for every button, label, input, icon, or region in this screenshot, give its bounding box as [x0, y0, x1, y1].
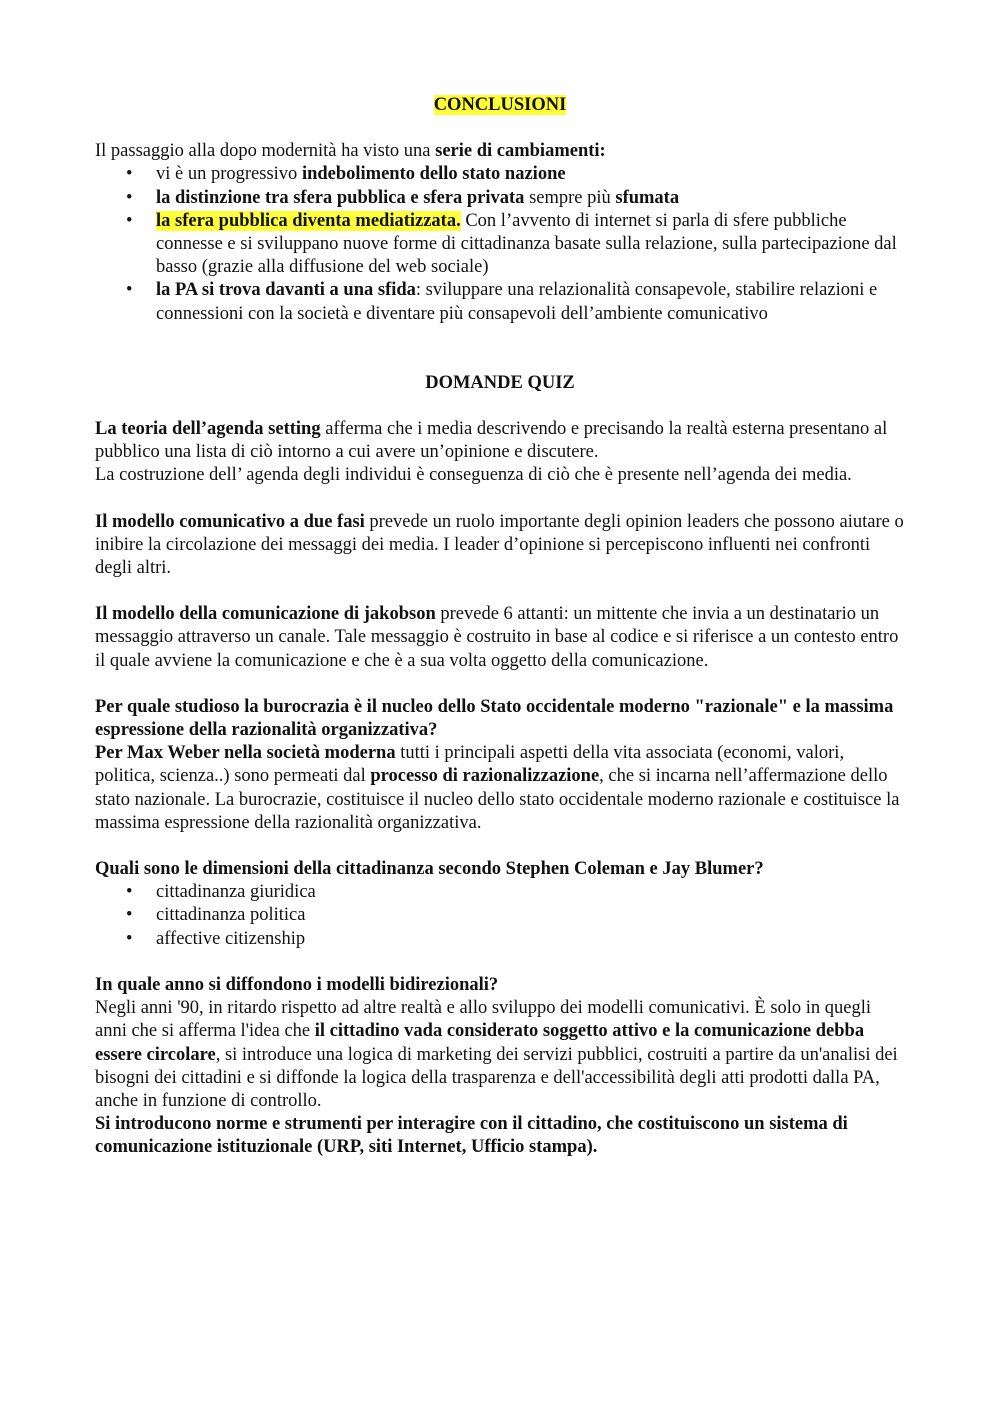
list-item — [95, 163, 905, 186]
bidirezionali-conclusion — [95, 1113, 905, 1159]
due-fasi-text: prevede un ruolo importante degli opinion leaders che possono aiutare o inibire la circolazione dei messaggi dei media. I leader d’opinione si percepiscono influenti nei confronti degli altri. — [95, 511, 904, 579]
weber-answer-text-2: , che si incarna nell’affermazione dello stato nazionale. La burocrazie, costituisce il nucleo dello stato occidentale moderno razionale e costituisce la massima espressione della razionalità organizzativa. — [95, 766, 900, 833]
bullet-text: Con l’avvento di internet si parla di sfere pubbliche connesse e si sviluppano nuove forme di cittadinanza basate sulla relazione, sulla partecipazione dal basso (grazie alla diffusione del web sociale) — [156, 210, 897, 278]
agenda-paragraph-2: La costruzione dell’ agenda degli individui è conseguenza di ciò che è presente nell’agenda dei media. — [95, 465, 852, 486]
jakobson-paragraph — [95, 603, 905, 673]
document-page — [95, 94, 905, 1160]
bullet-text: vi è un progressivo — [156, 164, 302, 185]
cittadinanza-question-text: Quali sono le dimensioni della cittadinanza secondo Stephen Coleman e Jay Blumer? — [95, 859, 764, 880]
agenda-text: afferma che i media descrivendo e precisando la realtà esterna presentano al pubblico una lista di ciò intorno a cui avere un’opinione e discutere. — [95, 419, 888, 463]
quiz-title: DOMANDE QUIZ — [425, 372, 575, 393]
weber-question — [95, 696, 905, 742]
due-fasi-paragraph — [95, 511, 905, 581]
bidirezionali-bold-2: Si introducono norme e strumenti per interagire con il cittadino, che costituiscono un sistema di comunicazione istituzionale (URP, siti Internet, Ufficio stampa). — [95, 1114, 848, 1158]
list-item — [95, 279, 905, 325]
weber-answer-text: tutti i principali aspetti della vita associata (economi, valori, politica, scienza..) sono permeati dal — [95, 743, 845, 787]
intro-bold: serie di cambiamenti: — [435, 141, 606, 162]
weber-question-text: Per quale studioso la burocrazia è il nucleo dello Stato occidentale moderno "razionale" e la massima espressione della razionalità organizzativa? — [95, 696, 894, 741]
conclusioni-list — [95, 163, 905, 325]
quiz-heading-line — [95, 372, 905, 395]
agenda-paragraph — [95, 418, 905, 464]
weber-answer — [95, 742, 905, 835]
intro-text: Il passaggio alla dopo modernità ha visto una — [95, 141, 436, 162]
conclusioni-title: CONCLUSIONI — [433, 95, 567, 115]
conclusioni-intro — [95, 140, 905, 163]
bullet-bold: la PA si trova davanti a una sfida — [156, 280, 416, 301]
bullet-highlight: la sfera pubblica diventa mediatizzata. — [156, 210, 461, 231]
bidirezionali-text: Negli anni '90, in ritardo rispetto ad altre realtà e allo sviluppo dei modelli comunicativi. È solo in quegli anni che si afferma l'idea che — [95, 998, 872, 1042]
conclusioni-heading-line — [95, 94, 905, 117]
bidirezionali-question-text: In quale anno si diffondono i modelli bidirezionali? — [95, 974, 499, 995]
agenda-bold: La teoria dell’agenda setting — [95, 419, 321, 440]
weber-answer-bold-2: processo di razionalizzazione — [370, 766, 600, 787]
list-item: • affective citizenship — [95, 928, 905, 951]
jakobson-bold: Il modello della comunicazione di jakobson — [95, 604, 436, 625]
list-item — [95, 210, 905, 280]
jakobson-text: prevede 6 attanti: un mittente che invia a un destinatario un messaggio attraverso un canale. Tale messaggio è costruito in base al codice e si riferisce a un contesto entro il quale avviene la comunicazione e che è a sua volta oggetto della comunicazione. — [95, 604, 899, 671]
bullet-text: : sviluppare una relazionalità consapevole, stabilire relazioni e connessioni con la società e diventare più consapevoli dell’ambiente comunicativo — [156, 280, 878, 324]
cittadinanza-list — [95, 881, 905, 951]
bidirezionali-bold: il cittadino vada considerato soggetto attivo e la comunicazione debba essere circolare — [95, 1021, 865, 1065]
bullet-bold: sfumata — [615, 187, 680, 208]
bidirezionali-answer — [95, 997, 905, 1113]
list-item: • cittadinanza politica — [95, 904, 905, 927]
bidirezionali-text-2: , si introduce una logica di marketing dei servizi pubblici, costruiti a partire da un'analisi dei bisogni dei cittadini e si diffonde la logica della trasparenza e dell'accessibilità degli atti prodotti dalla PA, anche in funzione di controllo. — [95, 1044, 898, 1111]
due-fasi-bold: Il modello comunicativo a due fasi — [95, 511, 365, 532]
list-item — [95, 187, 905, 210]
list-item: • cittadinanza giuridica — [95, 881, 905, 904]
bullet-bold: indebolimento dello stato nazione — [301, 164, 566, 185]
cittadinanza-question — [95, 858, 905, 881]
bullet-text: sempre più — [524, 187, 616, 208]
bullet-bold: la distinzione tra sfera pubblica e sfera privata — [156, 187, 525, 208]
bidirezionali-question — [95, 974, 905, 997]
weber-answer-bold: Per Max Weber nella società moderna — [95, 743, 396, 764]
